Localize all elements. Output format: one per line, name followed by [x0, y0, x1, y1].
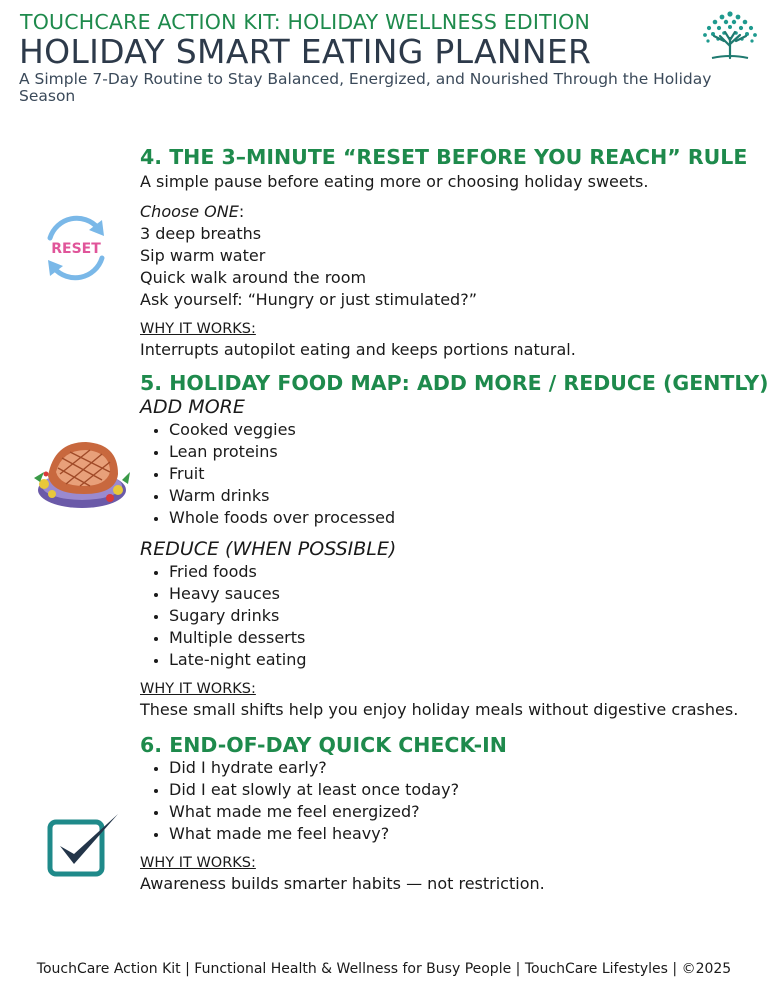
choose-one-line [140, 201, 750, 223]
why-text: Interrupts autopilot eating and keeps portions natural. [140, 340, 576, 359]
content-area [140, 145, 768, 895]
section-4-intro: A simple pause before eating more or choosing holiday sweets. [140, 172, 649, 191]
tree-logo-icon [698, 8, 762, 64]
option-item: Sip warm water [140, 246, 266, 265]
list-item: • Fruit [169, 463, 750, 485]
check-in-list [140, 757, 750, 845]
option-item: Ask yourself: “Hungry or just stimulated?” [140, 290, 477, 309]
section-6-heading: 6. END-OF-DAY QUICK CHECK-IN [140, 733, 507, 757]
why-label: WHY IT WORKS: [140, 855, 256, 871]
list-item: • Did I eat slowly at least once today? [169, 779, 750, 801]
why-label: WHY IT WORKS: [140, 321, 256, 337]
page-title: HOLIDAY SMART EATING PLANNER [19, 32, 592, 71]
list-item: • What made me feel energized? [169, 801, 750, 823]
add-more-label: ADD MORE [140, 396, 245, 418]
section-4-heading: 4. THE 3–MINUTE “RESET BEFORE YOU REACH” RULE [140, 145, 748, 169]
list-item: • Heavy sauces [169, 583, 750, 605]
why-text: These small shifts help you enjoy holiday meals without digestive crashes. [140, 700, 739, 719]
reduce-list [140, 561, 750, 671]
reset-icon-text: RESET [51, 241, 101, 257]
why-text: Awareness builds smarter habits — not restriction. [140, 874, 545, 893]
list-item: • Multiple desserts [169, 627, 750, 649]
choose-one-colon: : [238, 202, 245, 221]
checkbox-check-icon [44, 808, 126, 880]
reduce-label: REDUCE (WHEN POSSIBLE) [140, 538, 397, 560]
choose-one-label: Choose ONE [140, 202, 239, 221]
option-item: 3 deep breaths [140, 224, 262, 243]
list-item: • Lean proteins [169, 441, 750, 463]
add-more-list [140, 419, 750, 529]
reset-cycle-icon [36, 208, 116, 288]
why-label: WHY IT WORKS: [140, 681, 256, 697]
section-5-heading: 5. HOLIDAY FOOD MAP: ADD MORE / REDUCE (GENTLY) [140, 371, 768, 395]
list-item: • Late-night eating [169, 649, 750, 671]
page-footer: TouchCare Action Kit | Functional Health & Wellness for Busy People | TouchCare Lifestyles | ©2025 [36, 961, 732, 977]
holiday-ham-icon [28, 428, 132, 514]
list-item: • Sugary drinks [169, 605, 750, 627]
list-item: • Fried foods [169, 561, 750, 583]
page-subtitle: A Simple 7-Day Routine to Stay Balanced, Energized, and Nourished Through the Holiday Season [19, 70, 712, 105]
option-item: Quick walk around the room [140, 268, 367, 287]
list-item: • Warm drinks [169, 485, 750, 507]
list-item: • Cooked veggies [169, 419, 750, 441]
kit-title: TOUCHCARE ACTION KIT: HOLIDAY WELLNESS EDITION [20, 10, 590, 34]
list-item: • Did I hydrate early? [169, 757, 750, 779]
list-item: • Whole foods over processed [169, 507, 750, 529]
list-item: • What made me feel heavy? [169, 823, 750, 845]
